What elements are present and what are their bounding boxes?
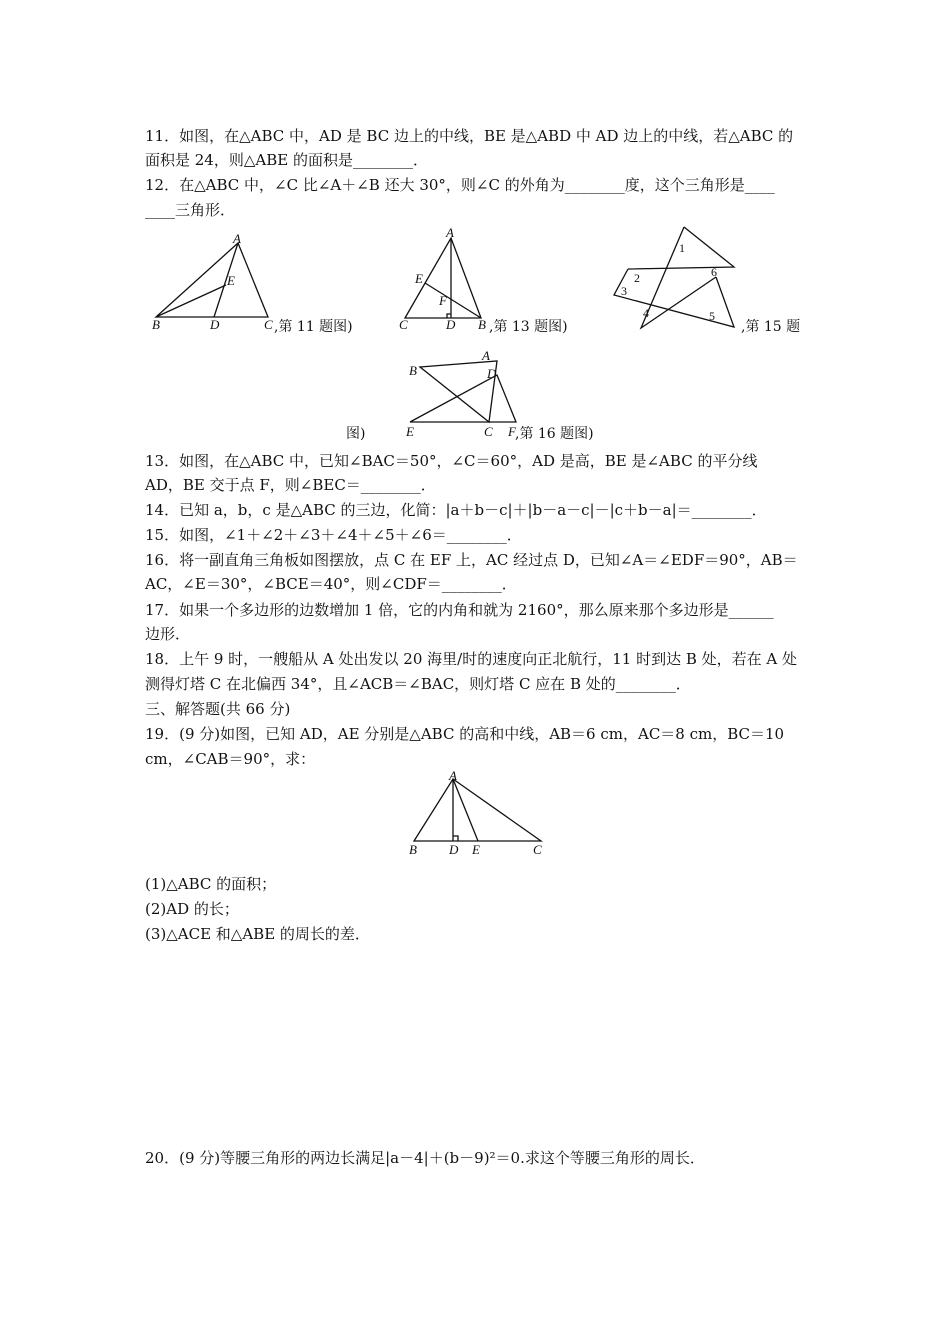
q14: 14．已知 a，b，c 是△ABC 的三边，化简：|a＋b－c|＋|b－a－c|－|c＋b－a|＝________．	[145, 501, 767, 519]
label-a: A	[446, 225, 454, 240]
q16-line2: AC，∠E＝30°，∠BCE＝40°，则∠CDF＝________．	[145, 575, 517, 593]
label-d: D	[446, 317, 456, 332]
q19-line2: cm，∠CAB＝90°，求：	[145, 750, 316, 768]
label-b: B	[478, 317, 486, 332]
label-d: D	[210, 317, 220, 332]
angle-1-label: 1	[679, 241, 685, 255]
figure-15	[608, 224, 748, 334]
angle-2-label: 2	[634, 271, 640, 285]
q15: 15．如图，∠1＋∠2＋∠3＋∠4＋∠5＋∠6＝________．	[145, 526, 522, 544]
q13-line1: 13．如图，在△ABC 中，已知∠BAC＝50°，∠C＝60°，AD 是高，BE 是∠ABC 的平分线	[145, 452, 758, 470]
angle-6-label: 6	[711, 265, 717, 279]
q16-line1: 16．将一副直角三角板如图摆放，点 C 在 EF 上，AC 经过点 D，已知∠A＝∠EDF＝90°，AB＝	[145, 551, 798, 569]
caption-fig11: ,第 11 题图)	[274, 319, 353, 335]
q11-line1: 11．如图，在△ABC 中，AD 是 BC 边上的中线，BE 是△ABD 中 AD 边上的中线，若△ABC 的	[145, 127, 794, 145]
label-c: C	[533, 842, 542, 857]
q12-line1: 12．在△ABC 中，∠C 比∠A＋∠B 还大 30°，则∠C 的外角为________度，这个三角形是____	[145, 176, 775, 194]
q18-line1: 18．上午 9 时，一艘船从 A 处出发以 20 海里/时的速度向正北航行，11 时到达 B 处，若在 A 处	[145, 650, 797, 668]
q19-part3: (3)△ACE 和△ABE 的周长的差．	[145, 925, 370, 943]
q12-line2: ____三角形．	[145, 201, 236, 219]
label-b: B	[409, 842, 417, 857]
q17-line2: 边形．	[145, 625, 191, 643]
q20: 20．(9 分)等腰三角形的两边长满足|a－4|＋(b－9)²＝0.求这个等腰三角形的周长．	[145, 1149, 705, 1167]
label-e: E	[472, 842, 480, 857]
q17-line1: 17．如果一个多边形的边数增加 1 倍，它的内角和就为 2160°，那么原来那个多边形是______	[145, 601, 774, 619]
q19-part2: (2)AD 的长；	[145, 900, 239, 918]
q13-line2: AD，BE 交于点 F，则∠BEC＝________．	[145, 476, 436, 494]
figure-11	[148, 230, 283, 335]
label-d: D	[449, 842, 459, 857]
label-e: E	[406, 424, 414, 439]
caption-fig15a: ,第 15 题	[741, 319, 801, 335]
q11-line2: 面积是 24，则△ABE 的面积是________．	[145, 151, 428, 169]
label-e: E	[415, 271, 423, 286]
q19-part1: (1)△ABC 的面积；	[145, 875, 277, 893]
caption-fig16: ,第 16 题图)	[515, 426, 594, 442]
q19-line1: 19．(9 分)如图，已知 AD，AE 分别是△ABC 的高和中线，AB＝6 cm，AC＝8 cm，BC＝10	[145, 725, 785, 743]
angle-4-label: 4	[643, 306, 649, 320]
label-b: B	[152, 317, 160, 332]
angle-5-label: 5	[709, 309, 715, 323]
figure-19	[405, 770, 550, 860]
section-3-heading: 三、解答题(共 66 分)	[145, 700, 291, 718]
label-f: F	[439, 293, 447, 308]
q18-line2: 测得灯塔 C 在北偏西 34°，且∠ACB＝∠BAC，则灯塔 C 应在 B 处的________．	[145, 675, 691, 693]
figure-16	[402, 345, 532, 445]
label-a: A	[233, 231, 241, 246]
label-f: F	[508, 424, 516, 439]
figure-13	[395, 225, 495, 335]
label-c: C	[399, 317, 408, 332]
caption-fig13: ,第 13 题图)	[489, 319, 568, 335]
label-d: D	[487, 366, 497, 381]
angle-3-label: 3	[621, 284, 627, 298]
label-a: A	[449, 770, 457, 783]
label-b: B	[409, 363, 417, 378]
label-e: E	[227, 273, 235, 288]
caption-fig15b: 图)	[346, 426, 366, 442]
label-c: C	[484, 424, 493, 439]
label-c: C	[264, 317, 273, 332]
label-a: A	[482, 348, 490, 363]
